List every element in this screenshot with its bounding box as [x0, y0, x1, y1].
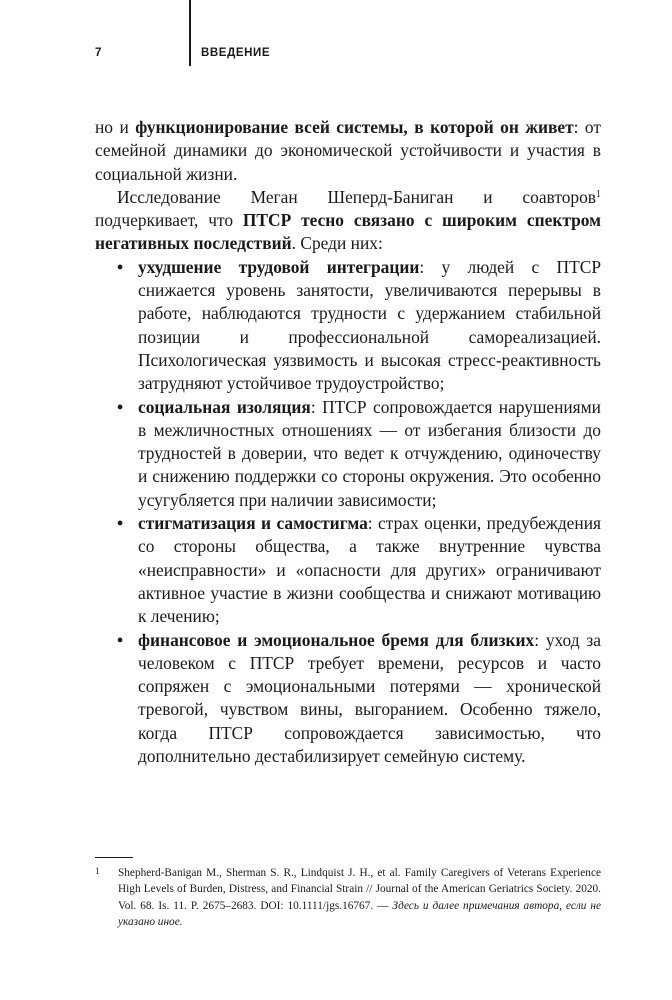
text-run: : от семейной динамики до экономической устойчивости и участия в социальной жизни.	[95, 117, 601, 184]
running-header	[0, 47, 672, 67]
text-run: : ПТСР сопровождается нарушениями в межличностных отношениях — от избегания близости до трудностей в доверии, что ведет к отчуждению, одиночеству и снижению поддержки со стороны окружения. Это особенно усугубляется при наличии зависимости;	[138, 396, 601, 510]
bullet-marker: •	[117, 396, 124, 417]
footnote-text	[118, 865, 601, 930]
bullet-list	[95, 256, 601, 769]
text-run: : уход за человеком с ПТСР требует времени, ресурсов и часто сопряжен с эмоциональными потерями — хронической тревогой, чувством вины, выгоранием. Особенно тяжело, когда ПТСР сопровождается зависимостью, что дополнительно дестабилизирует семейную систему.	[138, 629, 601, 767]
paragraph-2	[95, 186, 601, 256]
text-run: Исследование Меган Шеперд-Баниган и соавторов	[117, 186, 596, 207]
footnote-mark: 1	[95, 866, 100, 876]
bold-run: социальная изоляция	[138, 396, 311, 417]
text-run: : у людей с ПТСР снижается уровень занятости, увеличиваются перерывы в работе, наблюдаются трудности с удержанием стабильной позиции и профессиональной самореализацией. Психологическая уязвимость и высокая стресс-реактивность затрудняют устойчивое трудоустройство;	[138, 256, 602, 394]
running-title: ВВЕДЕНИЕ	[201, 47, 271, 59]
footnote-separator	[95, 857, 133, 858]
text-run: : страх оценки, предубеждения со стороны общества, а также внутренние чувства «неисправности» и «опасности для других» ограничивают активное участие в жизни сообщества и снижают мотивацию к лечению;	[138, 513, 602, 627]
bold-run: функционирование всей системы, в которой он живет	[135, 117, 574, 137]
bold-run: стигматизация и самостигма	[138, 513, 368, 534]
bold-run: финансовое и эмоциональное бремя для близких	[138, 629, 535, 650]
footnote	[95, 865, 601, 930]
list-item	[95, 512, 601, 628]
paragraph-1	[95, 116, 601, 186]
bold-run: ПТСР тесно связано с широким спектром негативных последствий	[95, 210, 601, 254]
list-item	[95, 396, 601, 512]
text-run: подчеркивает, что	[95, 210, 243, 231]
bullet-marker: •	[117, 629, 124, 650]
list-item	[95, 629, 601, 769]
text-run: . Среди них:	[291, 233, 383, 254]
bullet-marker: •	[117, 513, 124, 534]
page-number: 7	[95, 47, 102, 59]
italic-run: Здесь и далее примечания автора, если не указано иное.	[118, 899, 602, 928]
text-run: но и	[95, 117, 136, 137]
main-text	[95, 116, 601, 768]
text-run: Shepherd-Banigan M., Sherman S. R., Lindquist J. H., et al. Family Caregivers of Veterans Experience High Levels of Burden, Distress, and Financial Strain // Journal of the American Geriatrics Society. 2020. Vol. 68. Is. 11. P. 2675–2683. DOI: 10.1111/jgs.16767. —	[118, 867, 601, 912]
footnote-reference[interactable]: 1	[596, 188, 601, 200]
bullet-marker: •	[117, 256, 124, 277]
list-item	[95, 256, 601, 396]
bold-run: ухудшение трудовой интеграции	[138, 256, 420, 277]
